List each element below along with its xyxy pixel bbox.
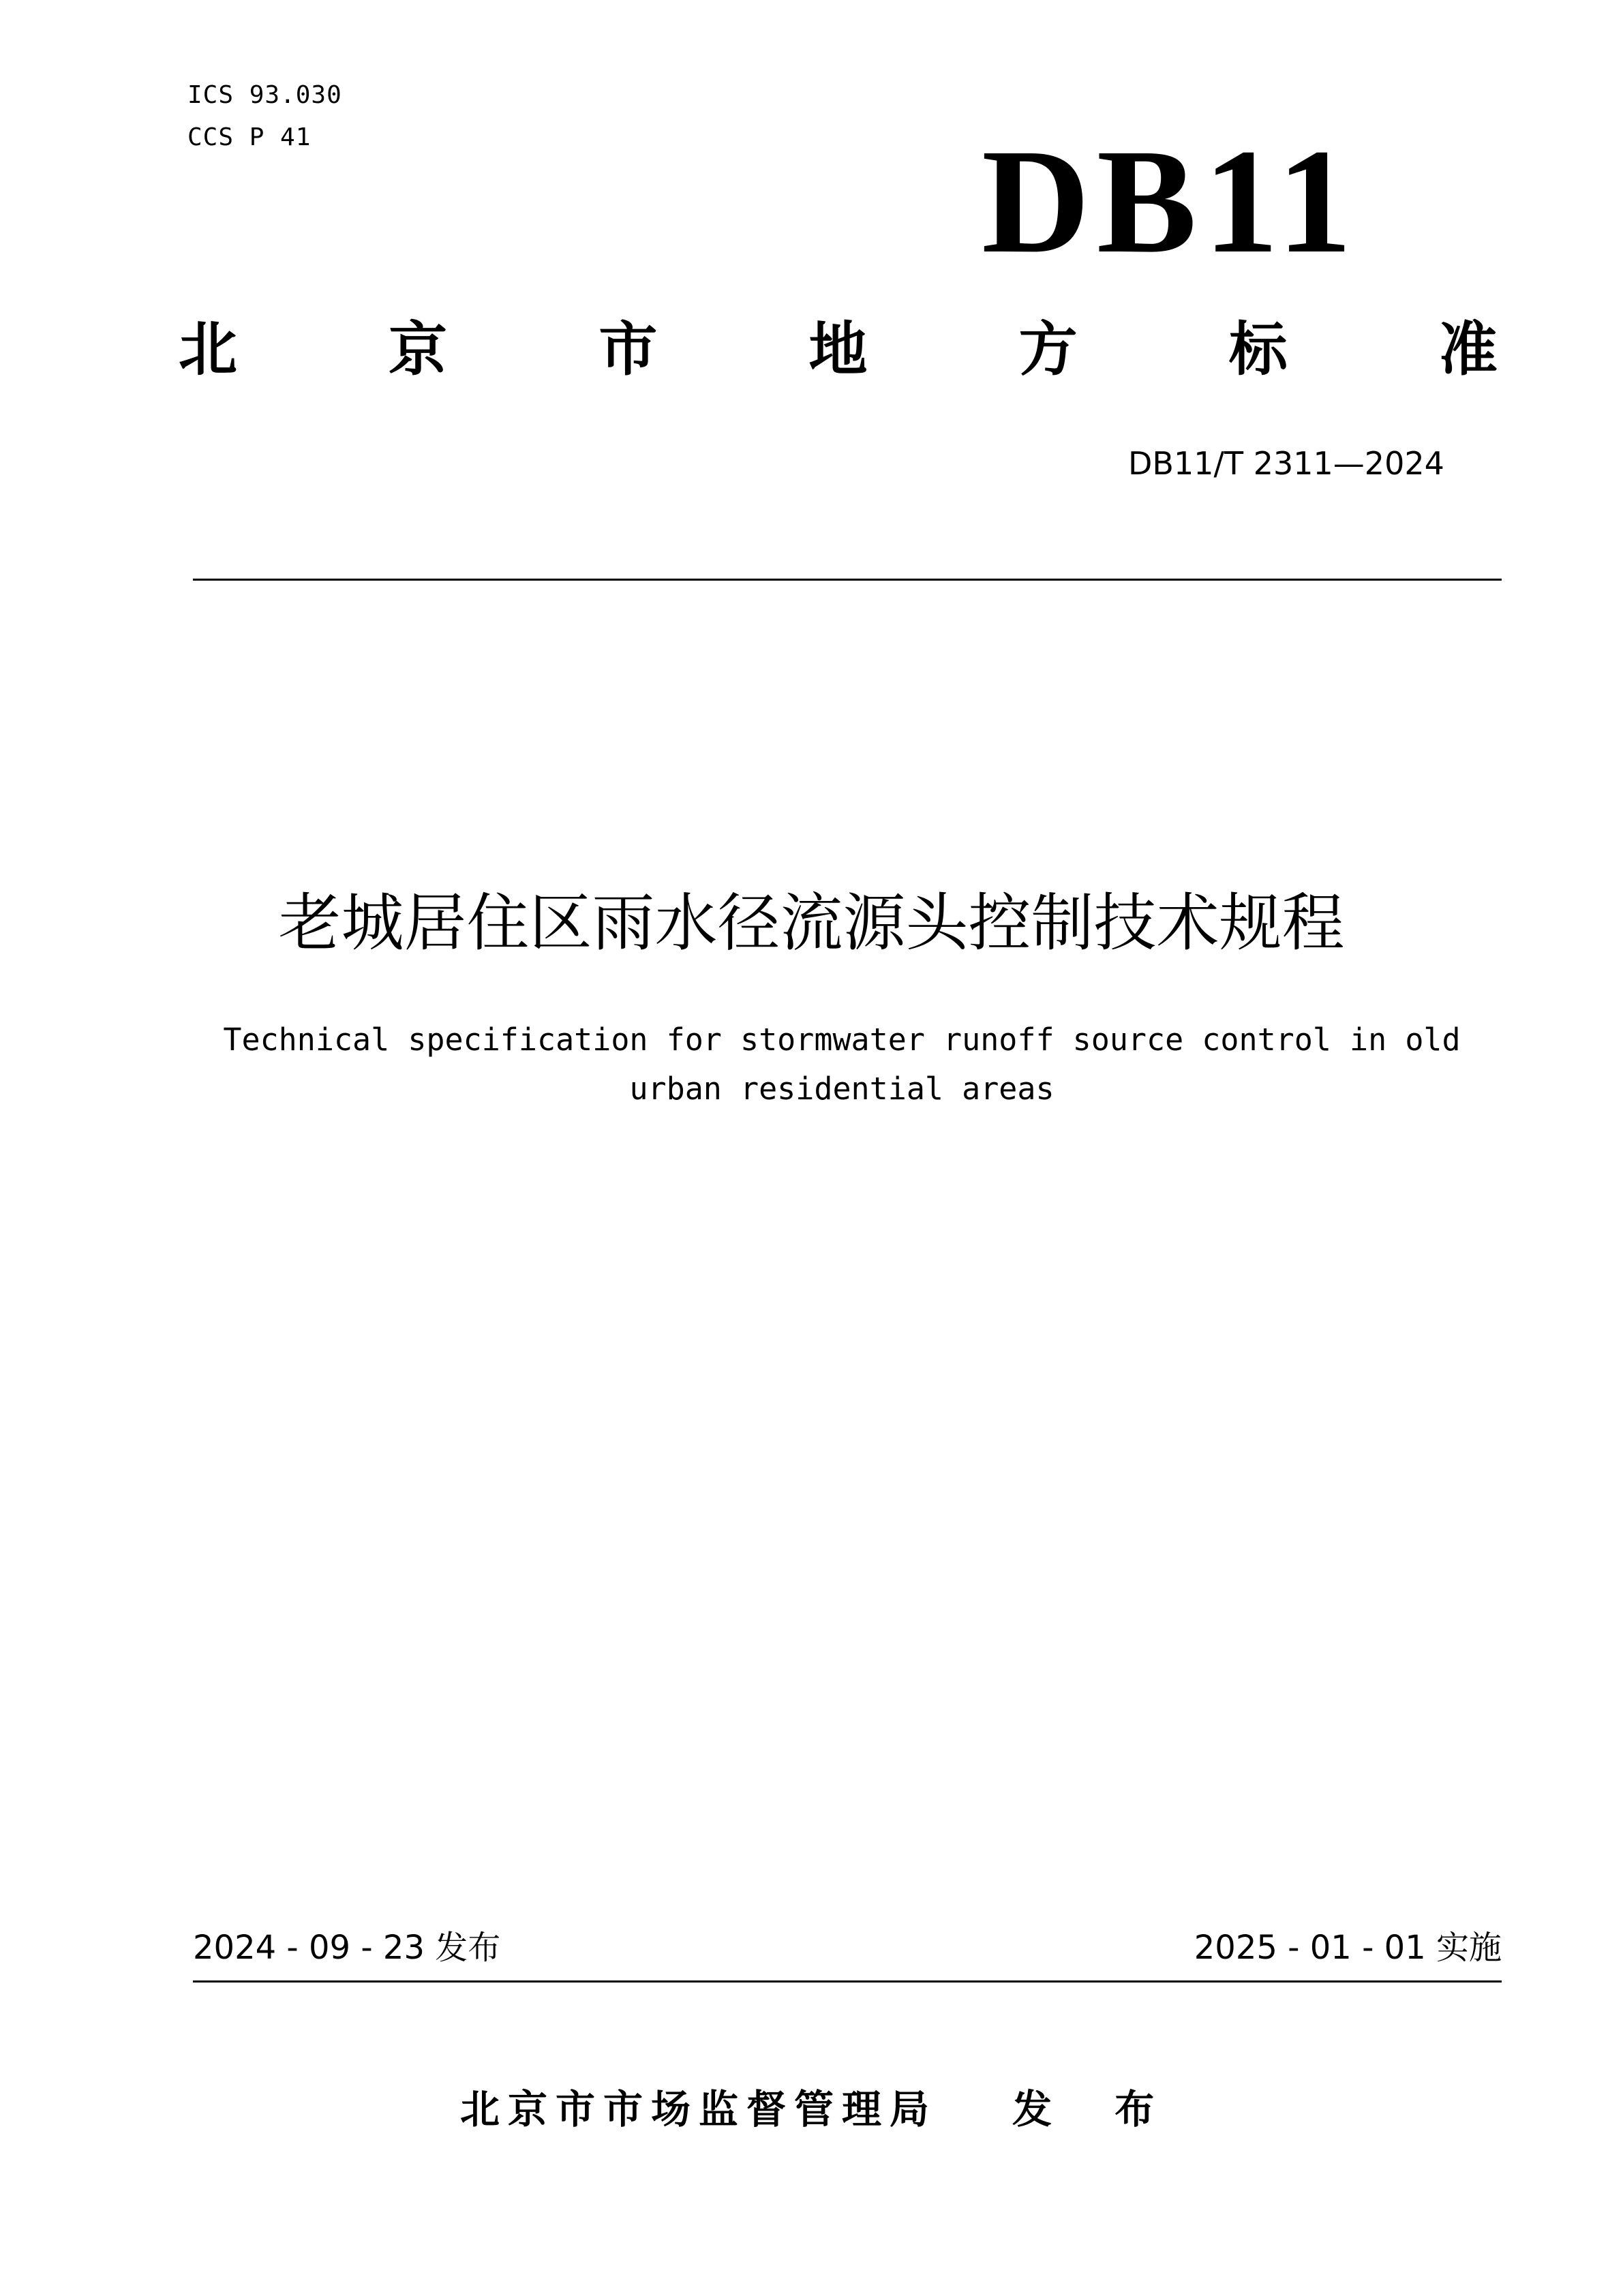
issue-date: 2024 - 09 - 23 发布 [193, 1929, 501, 1967]
publish-label: 发 布 [1012, 2086, 1179, 2132]
implementation-date: 2025 - 01 - 01 实施 [1194, 1929, 1502, 1967]
standard-type-char: 市 [598, 316, 658, 384]
standard-type-char: 标 [1228, 316, 1288, 384]
standard-type-char: 准 [1438, 316, 1498, 384]
english-title-line-1: Technical specification for stormwater runoff source control in old [223, 1022, 1461, 1058]
ics-code: ICS 93.030 [187, 81, 342, 109]
standard-type-heading [179, 312, 1498, 387]
standard-type-char: 北 [179, 316, 237, 384]
standard-type-char: 地 [808, 316, 868, 384]
chinese-title: 老城居住区雨水径流源头控制技术规程 [278, 887, 1345, 960]
standard-number: DB11/T 2311—2024 [1128, 445, 1444, 482]
standard-type-char: 方 [1018, 316, 1078, 384]
bottom-divider [193, 1980, 1502, 1983]
top-divider [193, 579, 1502, 581]
publisher-line [460, 2082, 1346, 2137]
publisher-name: 北京市市场监督管理局 [460, 2086, 938, 2132]
ccs-code: CCS P 41 [187, 123, 312, 151]
standard-type-char: 京 [389, 316, 448, 384]
db11-mark: DB11 [982, 118, 1359, 284]
english-title [191, 1015, 1493, 1114]
english-title-line-2: urban residential areas [629, 1071, 1055, 1107]
